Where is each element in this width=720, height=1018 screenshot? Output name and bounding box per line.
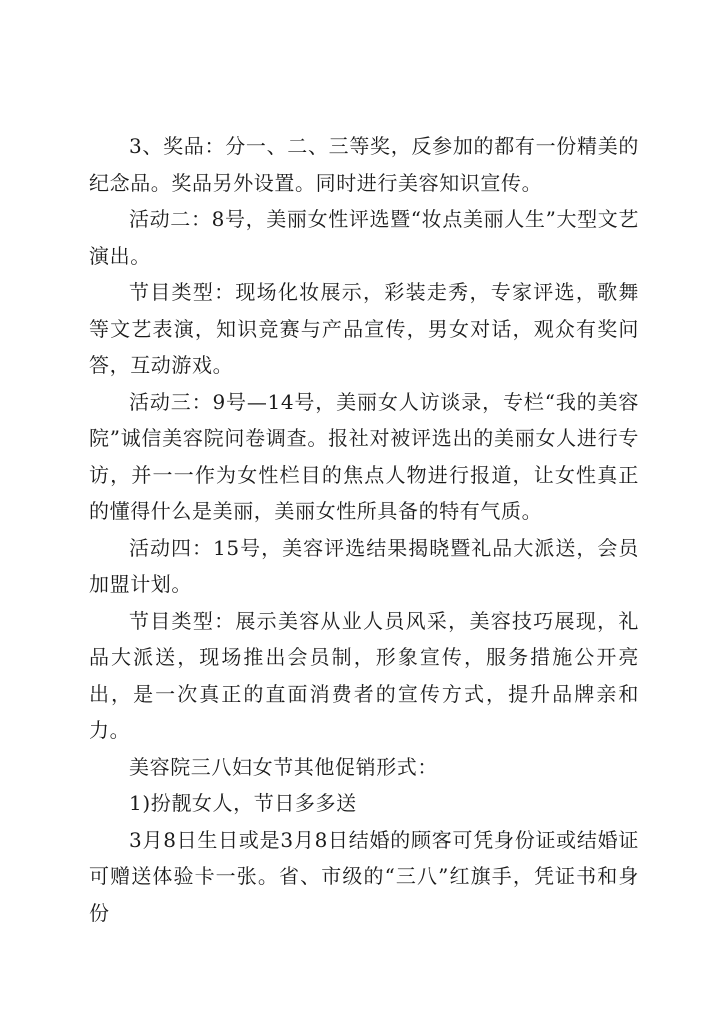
paragraph-promo-one-detail: 3月8日生日或是3月8日结婚的顾客可凭身份证或结婚证可赠送体验卡一张。省、市级的“三八”红旗手，凭证书和身份: [89, 827, 639, 925]
paragraph-activity-three: 活动三：9号—14号，美丽女人访谈录，专栏“我的美容院”诚信美容院问卷调查。报社对被评选出的美丽女人进行专访，并一一作为女性栏目的焦点人物进行报道，让女性真正的懂得什么是美丽，美丽女性所具备的特有气质。: [89, 389, 639, 523]
paragraph-activity-two: 活动二：8号，美丽女性评选暨“妆点美丽人生”大型文艺演出。: [89, 207, 639, 268]
paragraph-prizes: 3、奖品：分一、二、三等奖，反参加的都有一份精美的纪念品。奖品另外设置。同时进行美容知识宣传。: [89, 134, 639, 195]
paragraph-activity-four: 活动四：15号，美容评选结果揭晓暨礼品大派送，会员加盟计划。: [89, 535, 639, 596]
paragraph-program-type-one: 节目类型：现场化妆展示，彩装走秀，专家评选，歌舞等文艺表演，知识竞赛与产品宣传，男女对话，观众有奖问答，互动游戏。: [89, 280, 639, 377]
paragraph-program-type-two: 节目类型：展示美容从业人员风采，美容技巧展现，礼品大派送，现场推出会员制，形象宣传，服务措施公开亮出，是一次真正的直面消费者的宣传方式，提升品牌亲和力。: [89, 608, 639, 742]
document-body: [89, 128, 639, 931]
paragraph-promo-one-title: 1)扮靓女人，节日多多送: [129, 791, 357, 815]
paragraph-other-promotions: 美容院三八妇女节其他促销形式：: [129, 754, 438, 779]
